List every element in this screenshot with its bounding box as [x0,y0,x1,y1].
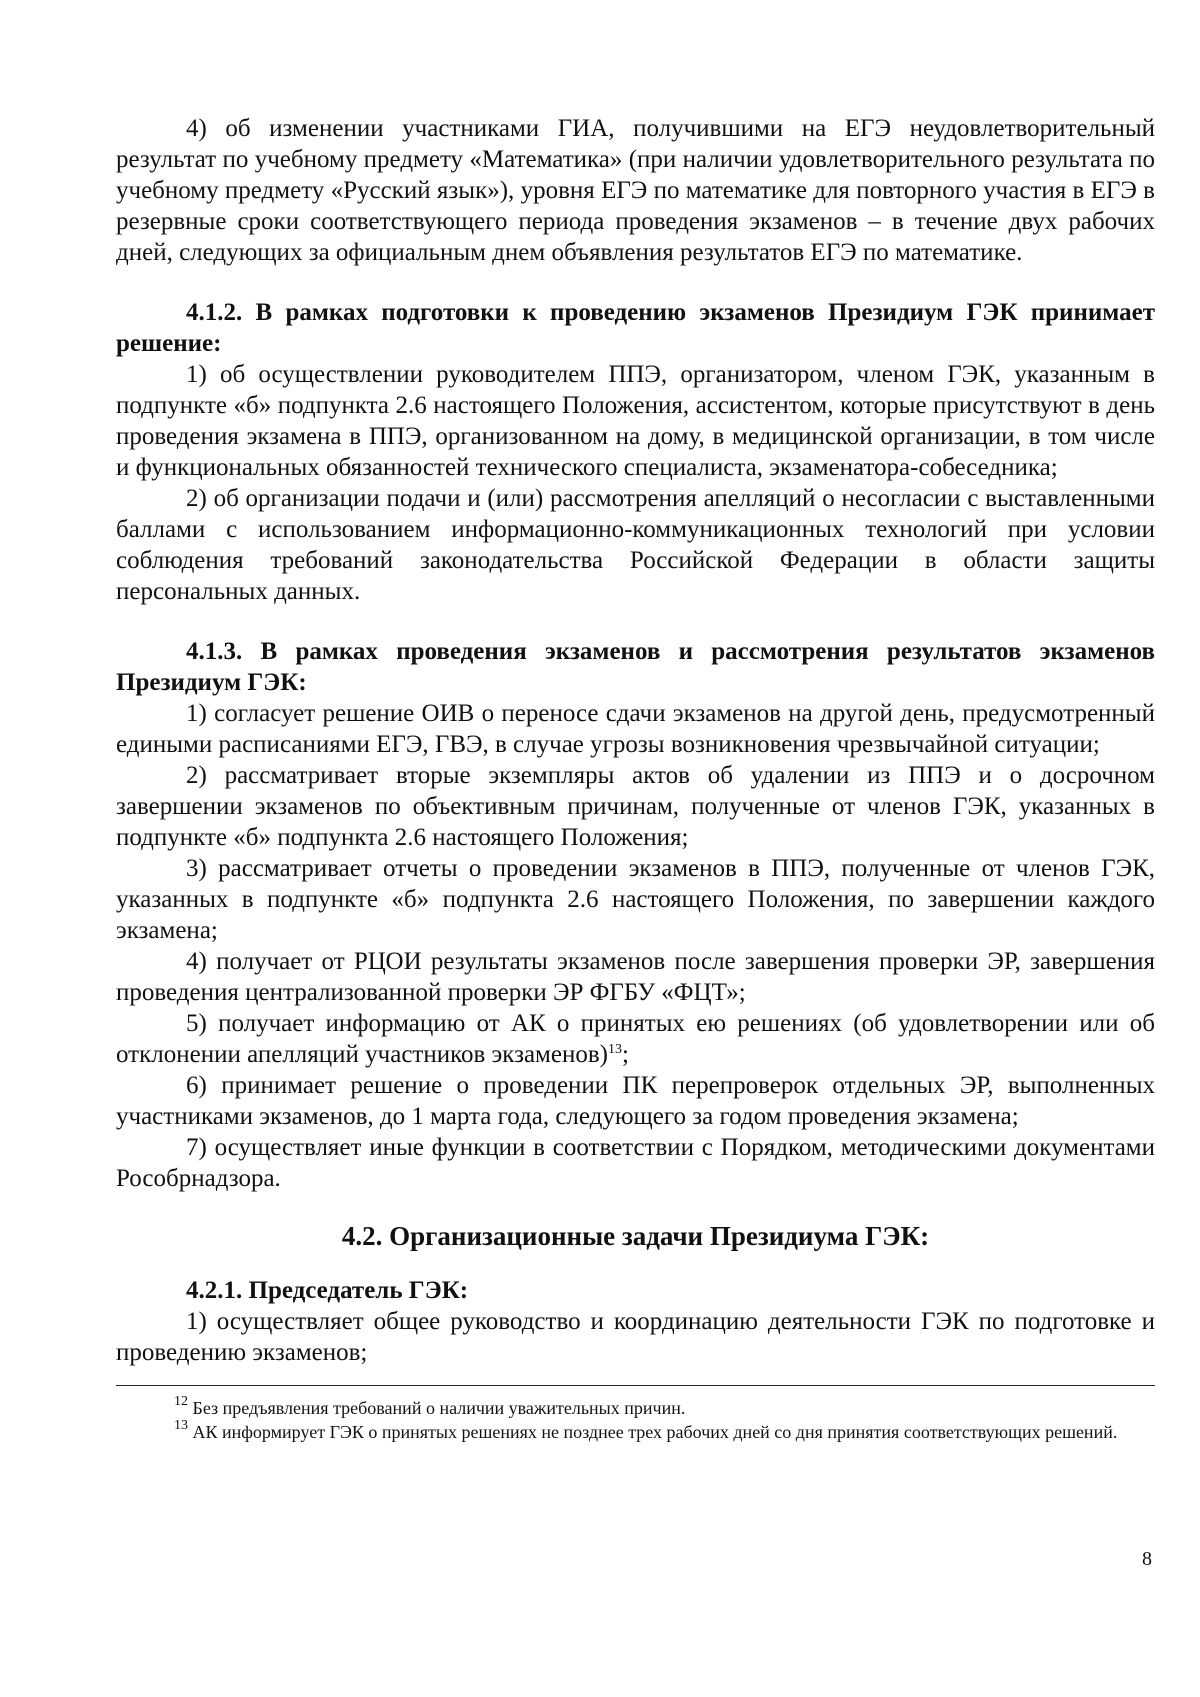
section-title-4-2: 4.2. Организационные задачи Президиума ГЭК: [341,1221,930,1251]
list-item-punct: ; [621,1041,629,1068]
footnote-number: 12 [174,1394,188,1409]
footnote-number: 13 [174,1418,188,1433]
list-item: 2) рассматривает вторые экземпляры актов об удалении из ППЭ и о досрочном завершении экзаменов по объективным причинам, полученные от членов ГЭК, указанных в подпункте «б» подпункта 2.6 настоящего Положения; [116,762,1155,851]
list-item: 1) об осуществлении руководителем ППЭ, организатором, членом ГЭК, указанным в подпункте «б» подпункта 2.6 настоящего Положения, ассистентом, которые присутствуют в день проведения экзамена в ППЭ, организованном на дому, в медицинской организации, в том числе и функциональных обязанностей технического специалиста, экзаменатора-собеседника; [116,361,1155,481]
page-number: 8 [1142,1548,1152,1570]
footnote-13 [116,1420,1155,1444]
section-heading-4-2-1: 4.2.1. Председатель ГЭК: [186,1277,469,1304]
list-item: 3) рассматривает отчеты о проведении экзаменов в ППЭ, полученные от членов ГЭК, указанных в подпункте «б» подпункта 2.6 настоящего Положения, по завершении каждого экзамена; [116,855,1155,944]
footnote-text: АК информирует ГЭК о принятых решениях не позднее трех рабочих дней со дня принятия соответствующих решений. [192,1422,1118,1442]
list-item: 1) осуществляет общее руководство и координацию деятельности ГЭК по подготовке и проведению экзаменов; [116,1308,1155,1366]
list-item: 2) об организации подачи и (или) рассмотрения апелляций о несогласии с выставленными баллами с использованием информационно-коммуникационных технологий при условии соблюдения требований законодательства Российской Федерации в области защиты персональных данных. [116,485,1155,605]
list-item: 6) принимает решение о проведении ПК перепроверок отдельных ЭР, выполненных участниками экзаменов, до 1 марта года, следующего за годом проведения экзамена; [116,1072,1155,1130]
list-item: 4) получает от РЦОИ результаты экзаменов после завершения проверки ЭР, завершения проведения централизованной проверки ЭР ФГБУ «ФЦТ»; [116,948,1155,1006]
footnote-text: Без предъявления требований о наличии уважительных причин. [192,1398,686,1418]
paragraph-item-4: 4) об изменении участниками ГИА, получившими на ЕГЭ неудовлетворительный результат по учебному предмету «Математика» (при наличии удовлетворительного результата по учебному предмету «Русский язык»), уровня ЕГЭ по математике для повторного участия в ЕГЭ в резервные сроки соответствующего периода проведения экзаменов – в течение двух рабочих дней, следующих за официальным днем объявления результатов ЕГЭ по математике. [116,115,1155,266]
footnote-12 [116,1396,1155,1420]
list-item-text: 5) получает информацию от АК о принятых ею решениях (об удовлетворении или об отклонении апелляций участников экзаменов) [116,1010,1155,1068]
footnote-ref-13[interactable]: 13 [607,1042,622,1057]
list-item: 7) осуществляет иные функции в соответствии с Порядком, методическими документами Рособрнадзора. [116,1134,1155,1192]
section-heading-4-1-3: 4.1.3. В рамках проведения экзаменов и рассмотрения результатов экзаменов Президиум ГЭК: [116,638,1155,696]
section-heading-4-1-2: 4.1.2. В рамках подготовки к проведению экзаменов Президиум ГЭК принимает решение: [116,299,1155,357]
footnote-separator [116,1385,1155,1386]
list-item: 1) согласует решение ОИВ о переносе сдачи экзаменов на другой день, предусмотренный едиными расписаниями ЕГЭ, ГВЭ, в случае угрозы возникновения чрезвычайной ситуации; [116,700,1155,758]
list-item [116,1008,1155,1070]
